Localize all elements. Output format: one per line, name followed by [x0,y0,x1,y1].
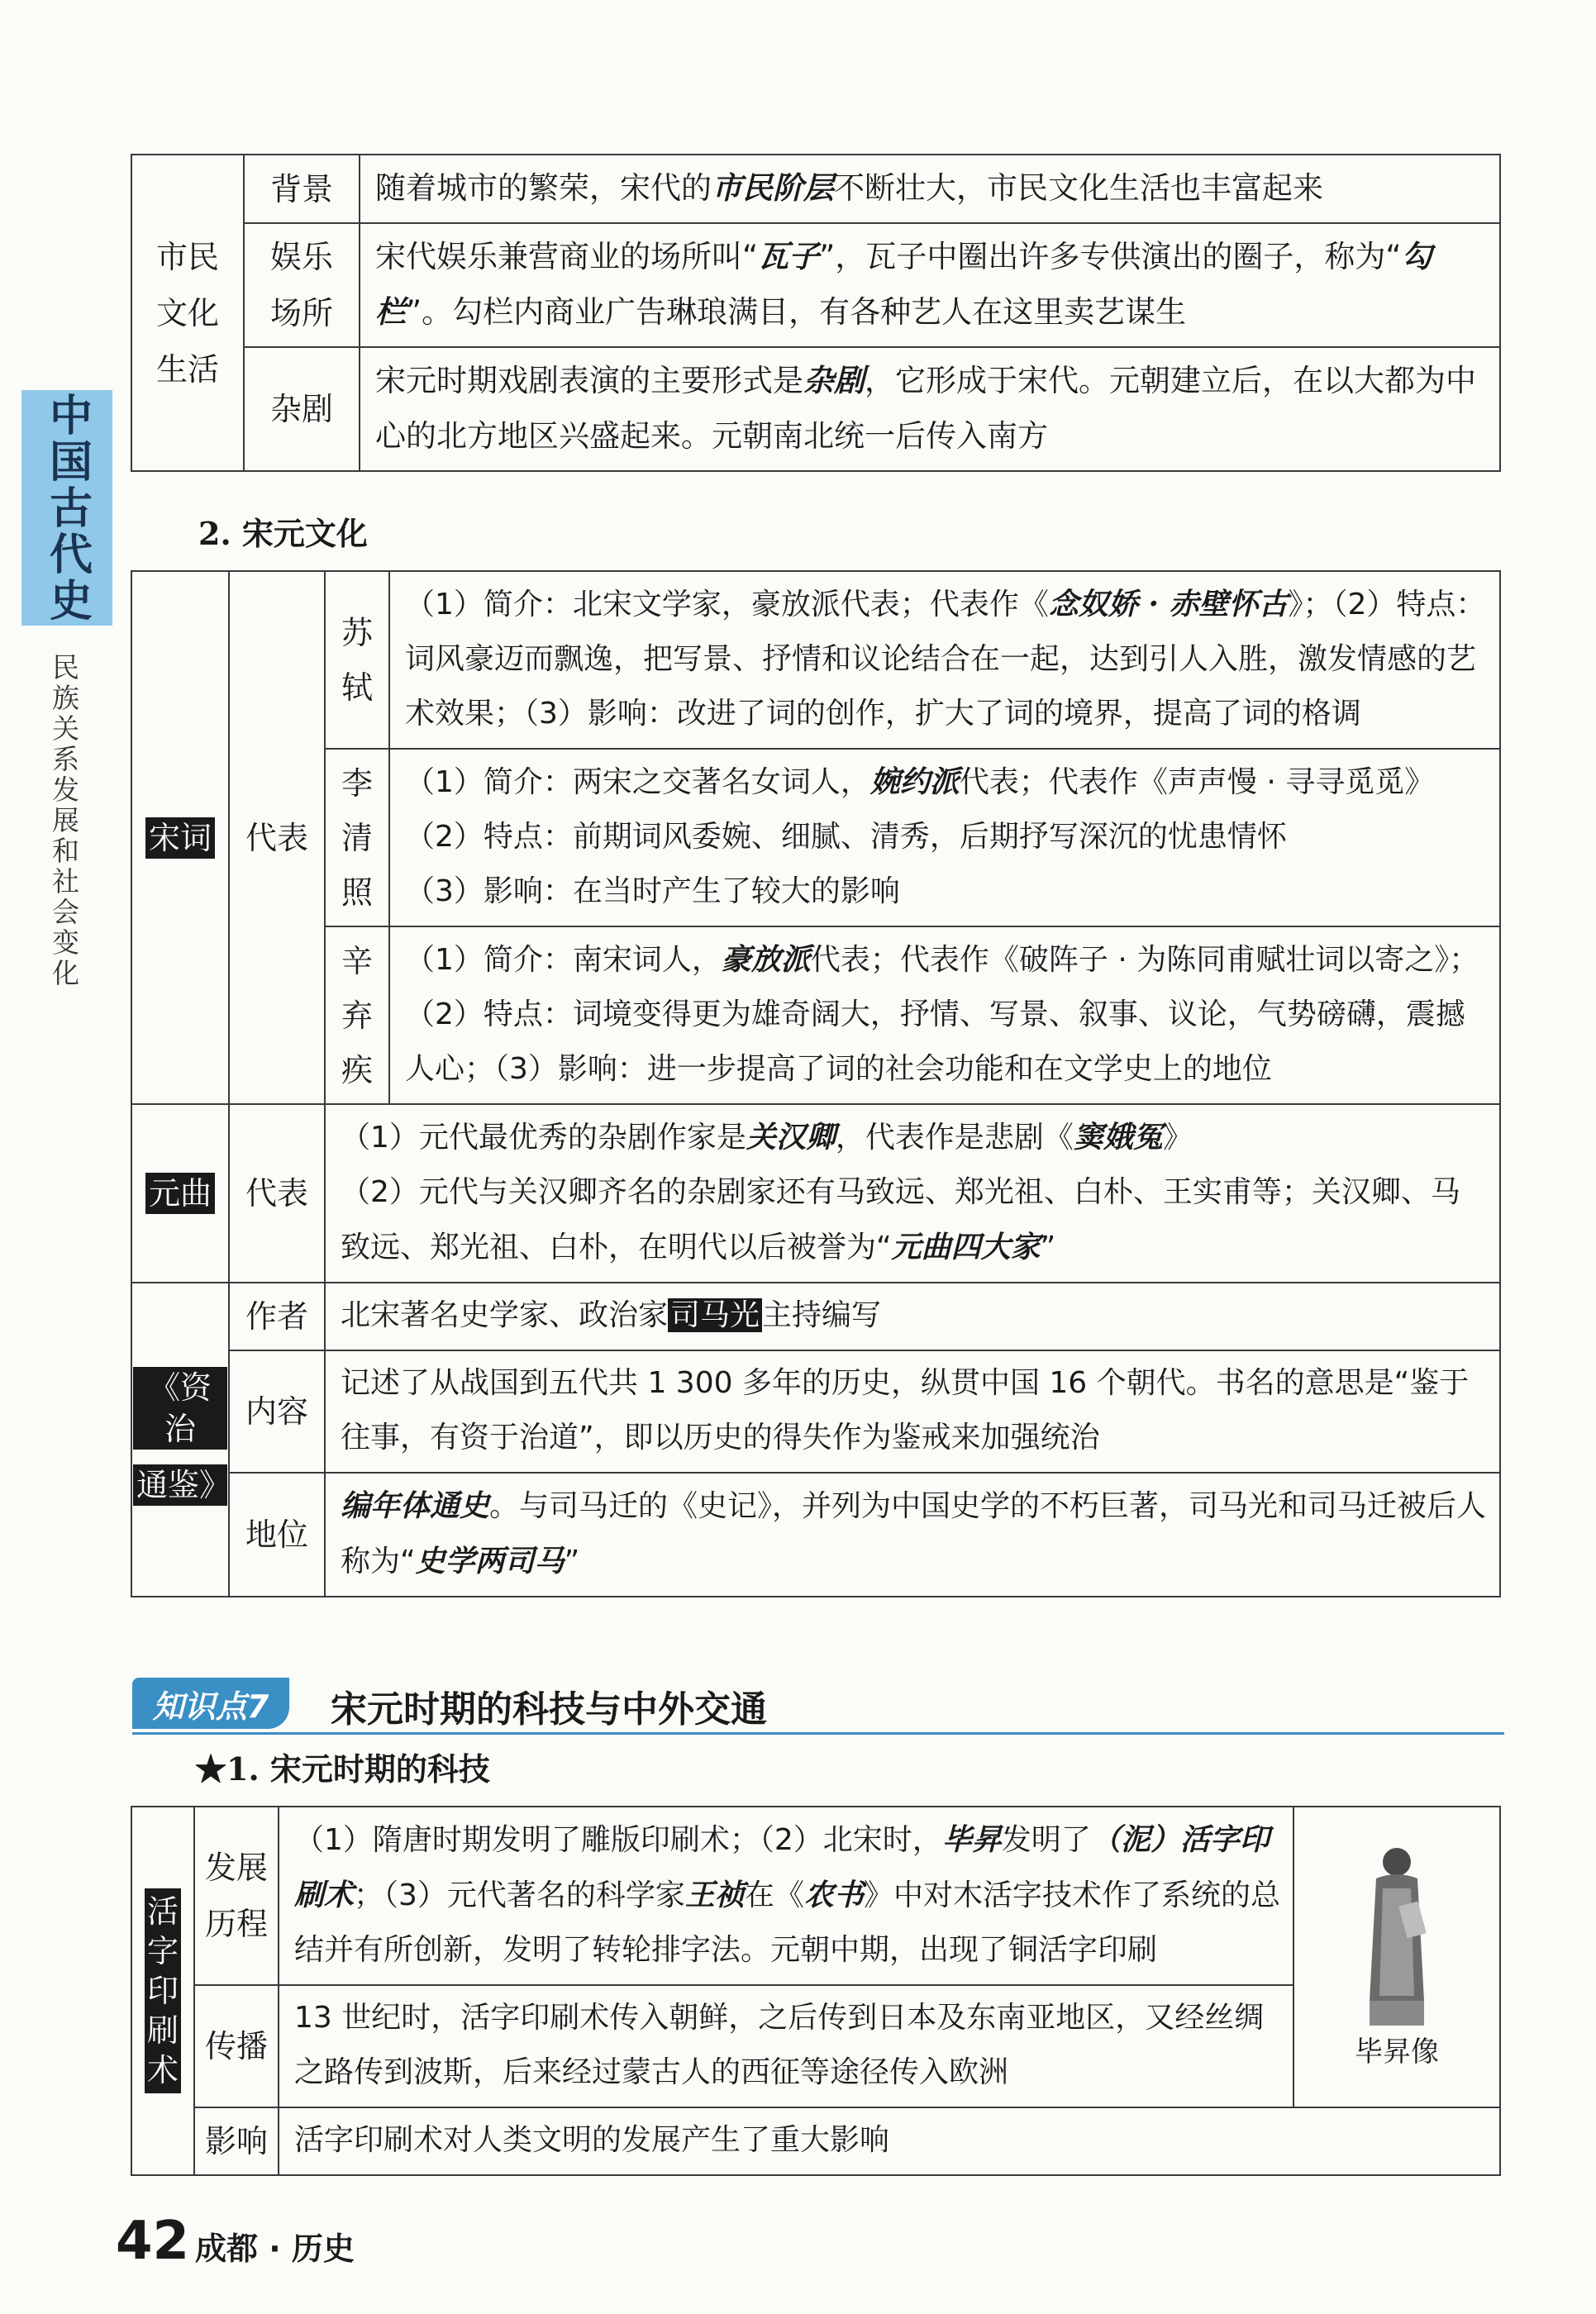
table-row [131,1473,1500,1597]
keyword-handwritten: 杂剧 [803,362,865,398]
poet-content: （1）简介：两宋之交著名女词人，婉约派代表；代表作《声声慢 · 寻寻觅觅》 （2）特点：前期词风委婉、细腻、清秀，后期抒写深沉的忧患情怀 （3）影响：在当时产生了较大的影响 [389,749,1500,926]
song-yuan-culture-table [131,570,1501,1597]
keyword-handwritten: 婉约派 [869,764,960,799]
keyword-highlight: 司马光 [668,1298,762,1332]
row-content: 活字印刷术对人类文明的发展产生了重大影响 [279,2107,1500,2175]
yuanqu-content: （1）元代最优秀的杂剧作家是关汉卿，代表作是悲剧《窦娥冤》 （2）元代与关汉卿齐名的杂剧家还有马致远、郑光祖、白朴、王实甫等；关汉卿、马致远、郑光祖、白朴，在明代以后被誉为“元曲四大家” [325,1104,1500,1283]
table-row [131,2107,1500,2175]
keyword-handwritten: 念奴娇 · 赤壁怀古 [1048,587,1289,621]
poet-content: （1）简介：北宋文学家，豪放派代表；代表作《念奴娇 · 赤壁怀古》；（2）特点：词风豪迈而飘逸，把写景、抒情和议论结合在一起，达到引人入胜，激发情感的艺术效果；（3）影响：改进了词的创作，扩大了词的境界，提高了词的格调 [389,571,1500,749]
row-content: 记述了从战国到五代共 1 300 多年的历史，纵贯中国 16 个朝代。书名的意思是“鉴于往事，有资于治道”，即以历史的得失作为鉴戒来加强统治 [325,1350,1500,1473]
keyword-handwritten: 关汉卿 [746,1120,836,1155]
footer-text: 成都 · 历史 [195,2231,355,2267]
keyword-handwritten: 市民阶层 [712,169,834,206]
row-label: 杂剧 [244,347,360,471]
poet-name: 苏轼 [325,571,389,749]
table-row [131,155,1500,223]
table-row [131,571,1500,749]
row-content: 随着城市的繁荣，宋代的市民阶层不断壮大，市民文化生活也丰富起来 [360,155,1500,223]
divider [132,1732,1504,1735]
table-row [131,926,1500,1104]
row-label: 地位 [229,1473,325,1597]
row-label: 娱乐场所 [244,223,360,347]
sidebar-title: 中国古代史 [41,392,93,624]
keyword-handwritten: 勾栏 [375,238,1432,330]
keyword-handwritten: （泥）活字印刷术 [294,1822,1270,1912]
row-label: 背景 [244,155,360,223]
keyword-handwritten: 编年体通史 [341,1488,490,1523]
row-content: 宋代娱乐兼营商业的场所叫“瓦子”，瓦子中圈出许多专供演出的圈子，称为“勾栏”。勾栏内商业广告琳琅满目，有各种艺人在这里卖艺谋生 [360,223,1500,347]
poet-name: 李清照 [325,749,389,926]
keyword-handwritten: 豪放派 [721,942,811,977]
row-content: 宋元时期戏剧表演的主要形式是杂剧，它形成于宋代。元朝建立后，在以大都为中心的北方地区兴盛起来。元朝南北统一后传入南方 [360,347,1500,471]
section-heading: 2. 宋元文化 [198,515,368,552]
row-content: 编年体通史。与司马迁的《史记》，并列为中国史学的不朽巨著，司马光和司马迁被后人称为“史学两司马” [325,1473,1500,1597]
row-label: 传播 [194,1985,279,2107]
songci-cell [131,571,229,1104]
yuanqu-cell [131,1104,229,1283]
portrait-cell [1293,1807,1500,2107]
knowledge-point-badge: 知识点7 [132,1678,289,1729]
page-number: 42 [116,2211,190,2272]
knowledge-point-title: 宋元时期的科技与中外交通 [331,1688,767,1731]
keyword-handwritten: 史学两司马 [415,1544,565,1578]
group-label: 活字印刷术 [145,1888,181,2093]
table-row [131,347,1500,471]
row-content: （1）隋唐时期发明了雕版印刷术；（2）北宋时，毕昇发明了（泥）活字印刷术；（3）元代著名的科学家王祯在《农书》中对木活字技术作了系统的总结并有所创新，发明了转轮排字法。元朝中期，出现了铜活字印刷 [279,1807,1293,1985]
table-row [131,1283,1500,1350]
statue-image [1351,1839,1442,2029]
row-content: 13 世纪时，活字印刷术传入朝鲜，之后传到日本及东南亚地区，又经丝绸之路传到波斯，后来经过蒙古人的西征等途径传入欧洲 [279,1985,1293,2107]
table-row [131,1807,1500,1985]
zizhi-cell [131,1283,229,1597]
bisheng-portrait [1295,1839,1498,2075]
row-content: 北宋著名史学家、政治家司马光主持编写 [325,1283,1500,1350]
table-row [131,223,1500,347]
row-label: 代表 [229,1104,325,1283]
tag-zizhi-2: 通鉴》 [133,1464,227,1506]
group-cell [131,1807,194,2175]
group-label-cell [131,155,244,471]
table-row [131,1350,1500,1473]
tag-songci: 宋词 [145,817,215,859]
keyword-handwritten: 毕昇 [941,1822,1002,1857]
section-heading: ★1. 宋元时期的科技 [195,1750,490,1788]
sidebar-title-tab [21,390,112,626]
table-row [131,1104,1500,1283]
keyword-handwritten: 王祯 [684,1878,745,1912]
row-label: 内容 [229,1350,325,1473]
keyword-handwritten: 元曲四大家 [891,1230,1041,1264]
table-row [131,749,1500,926]
row-label: 影响 [194,2107,279,2175]
image-caption: 毕昇像 [1355,2035,1439,2069]
keyword-handwritten: 瓦子 [758,238,820,274]
row-label: 发展历程 [194,1807,279,1985]
keyword-handwritten: 农书 [803,1878,864,1912]
group-label: 市民文化生活 [155,238,219,388]
poet-content: （1）简介：南宋词人，豪放派代表；代表作《破阵子 · 为陈同甫赋壮词以寄之》；（2）特点：词境变得更为雄奇阔大，抒情、写景、叙事、议论，气势磅礴，震撼人心；（3）影响：进一步提高了词的社会功能和在文学史上的地位 [389,926,1500,1104]
sidebar-subtitle: 民族关系发展和社会变化 [48,653,80,989]
citizen-culture-table [131,154,1501,472]
keyword-handwritten: 窦娥冤 [1073,1120,1163,1155]
movable-type-table [131,1806,1501,2176]
tag-yuanqu: 元曲 [145,1173,215,1214]
row-label: 代表 [229,571,325,1104]
tag-zizhi-1: 《资治 [133,1367,227,1450]
row-label: 作者 [229,1283,325,1350]
poet-name: 辛弃疾 [325,926,389,1104]
